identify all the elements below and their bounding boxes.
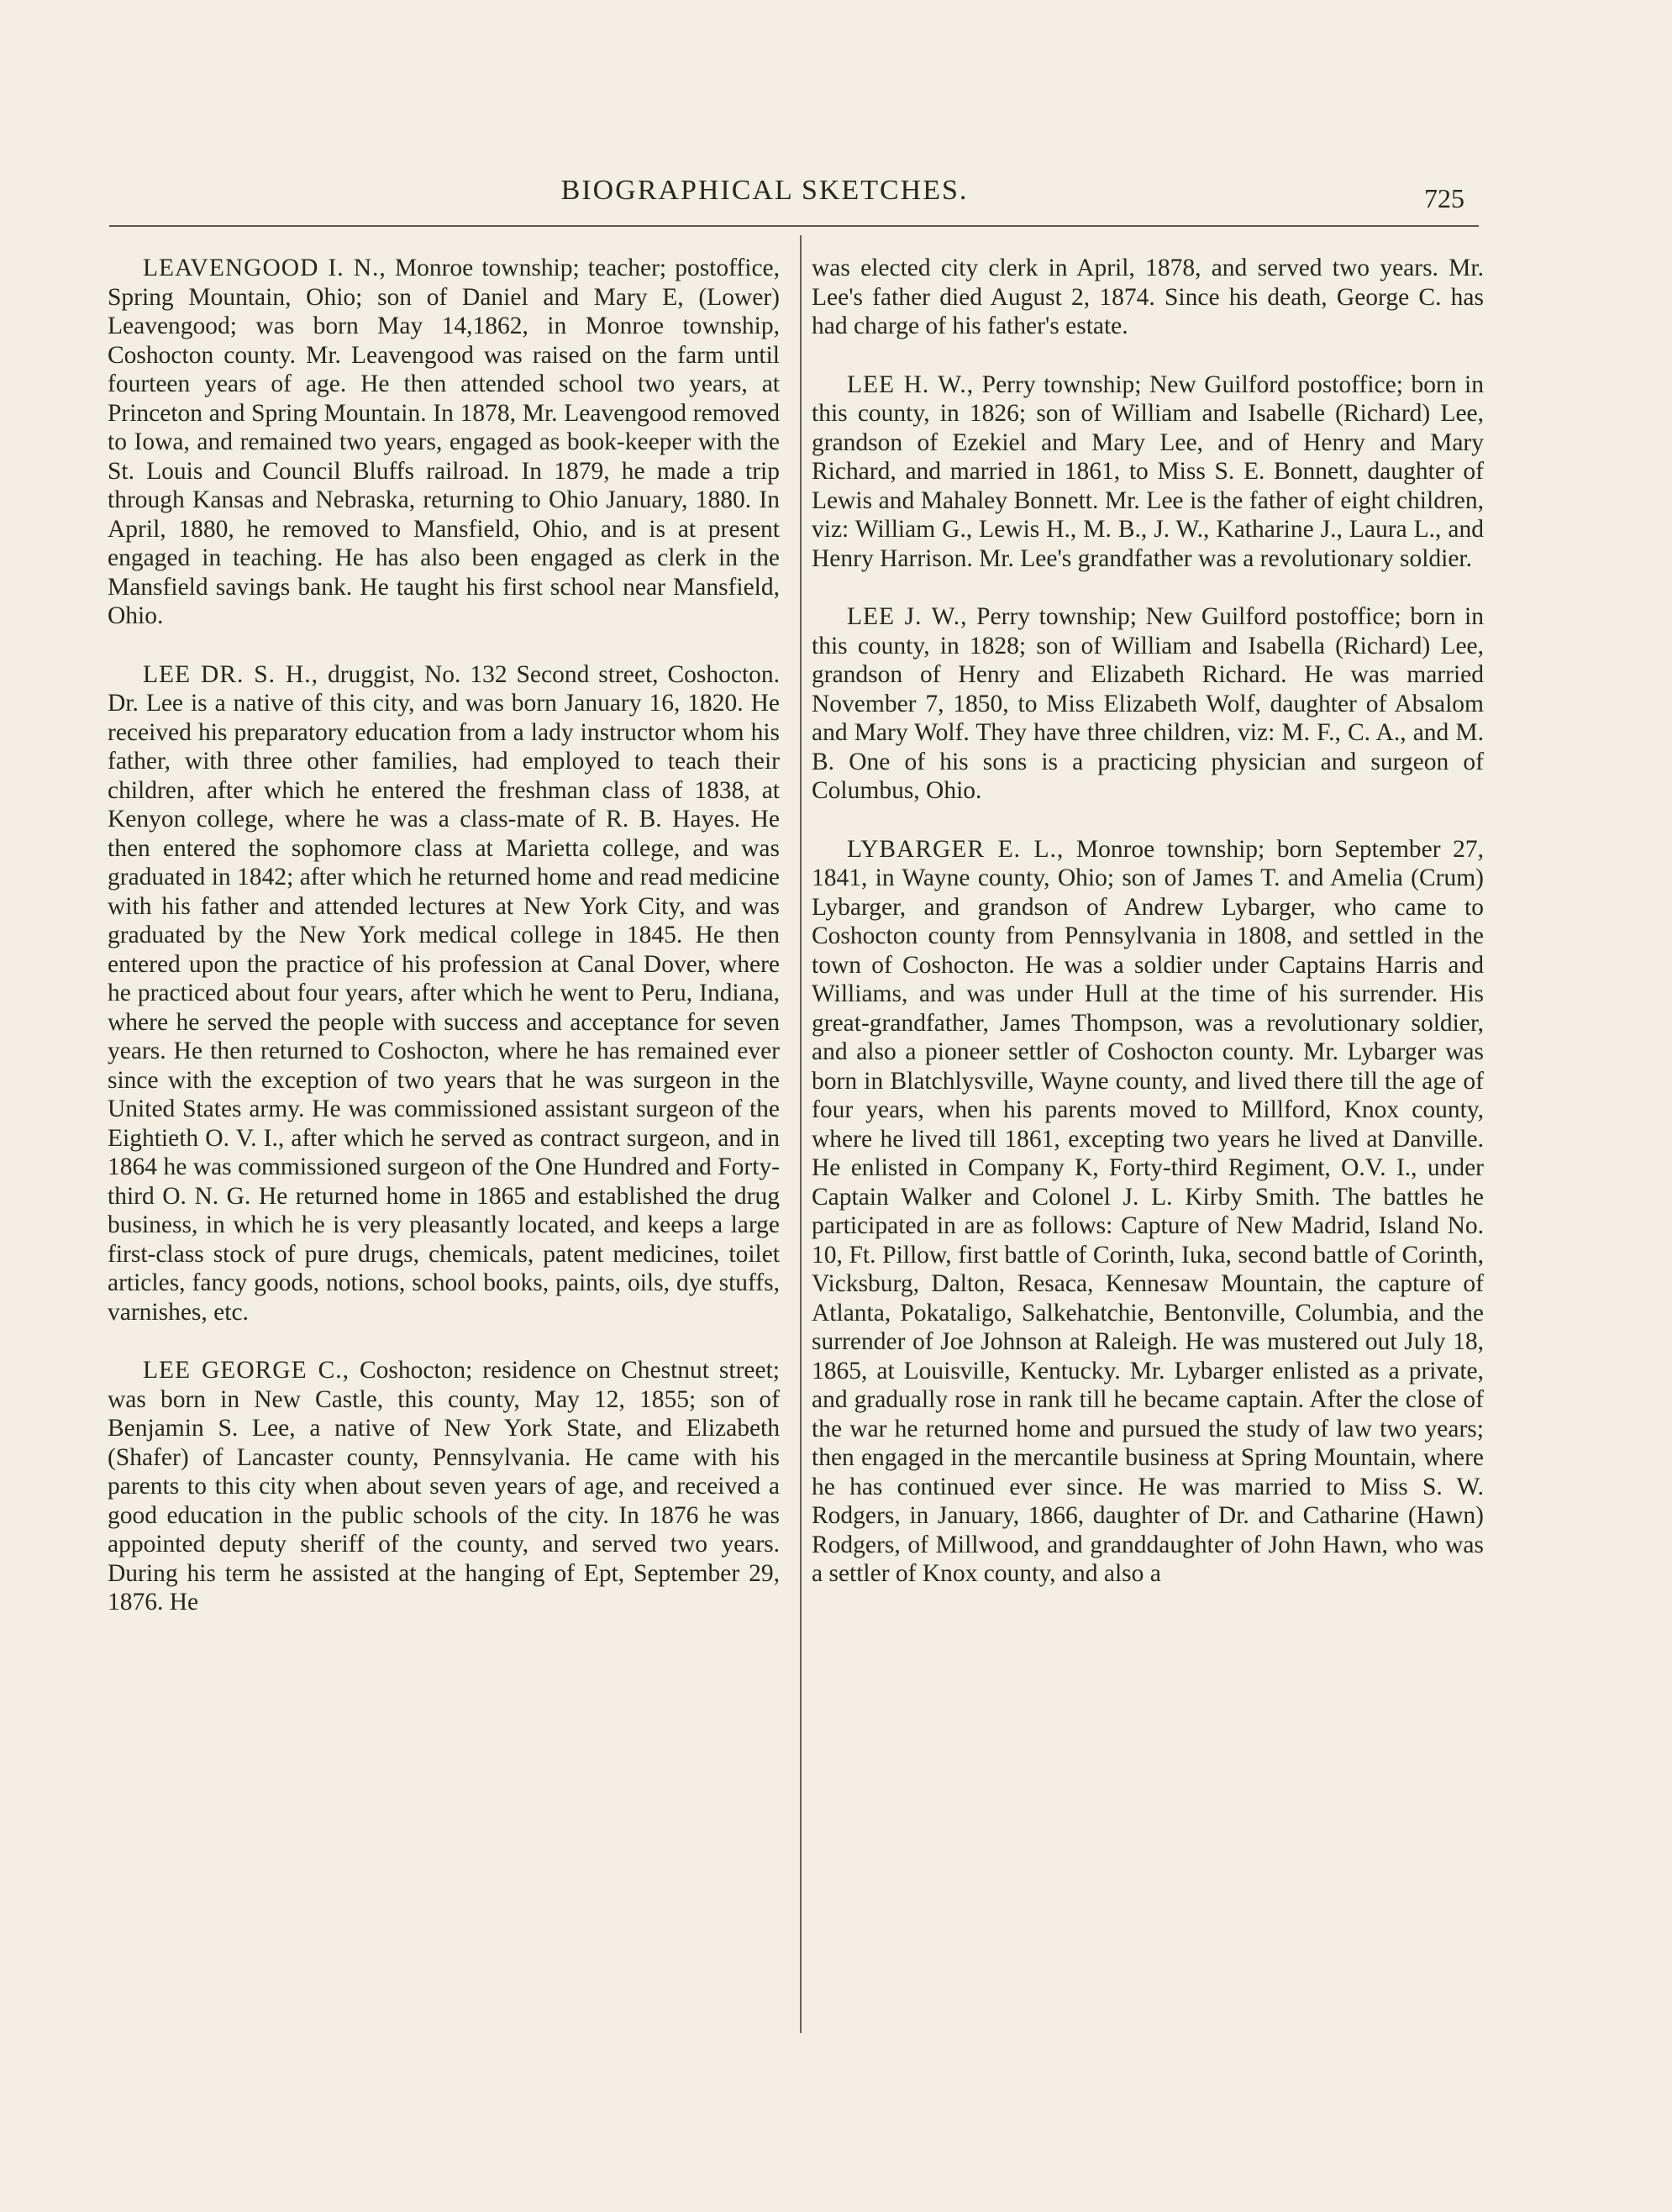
sketch-text: was elected city clerk in April, 1878, and served two years. Mr. Lee's father died August 2, 1874. Since his death, George C. has had charge of his father's estate. <box>812 255 1484 339</box>
sketch-lee-george-c-continued <box>812 254 1484 341</box>
sketch-name: LEE GEORGE C., <box>143 1357 350 1384</box>
sketch-lee-h-w <box>812 370 1484 574</box>
sketch-name: LEE J. W., <box>847 603 968 630</box>
sketch-lybarger-e-l <box>812 835 1484 1589</box>
sketch-text: Perry township; New Guilford postoffice; born in this county, in 1826; son of William and Isabelle (Richard) Lee, grandson of Ezekiel and Mary Lee, and of Henry and Mary Richard, and married in 1861, to Miss S. E. Bonnett, daughter of Lewis and Mahaley Bonnett. Mr. Lee is the father of eight children, viz: William G., Lewis H., M. B., J. W., Katharine J., Laura L., and Henry Harrison. Mr. Lee's grandfather was a revolutionary soldier. <box>812 370 1485 572</box>
sketch-lee-dr-s-h <box>108 660 780 1327</box>
sketch-text: druggist, No. 132 Second street, Coshocton. Dr. Lee is a native of this city, and was born January 16, 1820. He received his preparatory education from a lady instructor whom his father, with three other families, had employed to teach their children, after which he entered the freshman class of 1838, at Kenyon college, where he was a class-mate of R. B. Hayes. He then entered the sophomore class at Marietta college, and was graduated in 1842; after which he returned home and read medicine with his father and attended lectures at New York City, and was graduated by the New York medical college in 1845. He then entered upon the practice of his profession at Canal Dover, where he practiced about four years, after which he went to Peru, Indiana, where he served the people with success and acceptance for seven years. He then returned to Coshocton, where he has remained ever since with the exception of two years that he was surgeon in the United States army. He was commissioned assistant surgeon of the Eightieth O. V. I., after which he served as contract surgeon, and in 1864 he was commissioned surgeon of the One Hundred and Forty-third O. N. G. He returned home in 1865 and established the drug business, in which he is very pleasantly located, and keeps a large first-class stock of pure drugs, chemicals, patent medicines, toilet articles, fancy goods, notions, school books, paints, oils, dye stuffs, varnishes, etc. <box>108 660 781 1326</box>
sketch-text: Perry township; New Guilford postoffice; born in this county, in 1828; son of William and Isabella (Richard) Lee, grandson of Henry and Elizabeth Richard. He was married November 7, 1850, to Miss Elizabeth Wolf, daughter of Absalom and Mary Wolf. They have three children, viz: M. F., C. A., and M. B. One of his sons is a practicing physician and surgeon of Columbus, Ohio. <box>812 603 1484 804</box>
sketch-text: Coshocton; residence on Chestnut street; was born in New Castle, this county, May 12, 1855; son of Benjamin S. Lee, a native of New York State, and Elizabeth (Shafer) of Lancaster county, Pennsylvania. He came with his parents to this city when about seven years of age, and received a good education in the public schools of the city. In 1876 he was appointed deputy sheriff of the county, and served two years. During his term he assisted at the hanging of Ept, September 29, 1876. He <box>108 1357 780 1616</box>
sketch-name: LEAVENGOOD I. N., <box>143 255 386 281</box>
sketch-text: Monroe township; born September 27, 1841, in Wayne county, Ohio; son of James T. and Amelia (Crum) Lybarger, and grandson of Andrew Lybarger, who came to Coshocton county from Pennsylvania in 1808, and settled in the town of Coshocton. He was a soldier under Captains Harris and Williams, and was under Hull at the time of his surrender. His great-grandfather, James Thompson, was a revolutionary soldier, and also a pioneer settler of Coshocton county. Mr. Lybarger was born in Blatchlysville, Wayne county, and lived there till the age of four years, when his parents moved to Millford, Knox county, where he lived till 1861, excepting two years he lived at Danville. He enlisted in Company K, Forty-third Regiment, O.V. I., under Captain Walker and Colonel J. L. Kirby Smith. The battles he participated in are as follows: Capture of New Madrid, Island No. 10, Ft. Pillow, first battle of Corinth, Iuka, second battle of Corinth, Vicksburg, Dalton, Resaca, Kennesaw Mountain, the capture of Atlanta, Pokataligo, Salkehatchie, Bentonville, Columbia, and the surrender of Joe Johnson at Raleigh. He was mustered out July 18, 1865, at Louisville, Kentucky. Mr. Lybarger enlisted as a private, and gradually rose in rank till he became captain. After the close of the war he returned home and pursued the study of law two years; then engaged in the mercantile business at Spring Mountain, where he has continued ever since. He was married to Miss S. W. Rodgers, in January, 1866, daughter of Dr. and Catharine (Hawn) Rodgers, of Millwood, and granddaughter of John Hawn, who was a settler of Knox county, and also a <box>812 835 1484 1587</box>
sketch-name: LEE H. W., <box>847 370 975 398</box>
running-title: BIOGRAPHICAL SKETCHES. <box>560 175 969 206</box>
sketch-name: LYBARGER E. L., <box>847 835 1065 863</box>
right-column <box>812 254 1484 1618</box>
sketch-lee-j-w <box>812 602 1484 806</box>
sketch-leavengood <box>108 254 780 631</box>
sketch-text: Monroe township; teacher; postoffice, Spring Mountain, Ohio; son of Daniel and Mary E, (Lower) Leavengood; was born May 14,1862, in Monroe township, Coshocton county. Mr. Leavengood was raised on the farm until fourteen years of age. He then attended school two years, at Princeton and Spring Mountain. In 1878, Mr. Leavengood removed to Iowa, and remained two years, engaged as book-keeper with the St. Louis and Council Bluffs railroad. In 1879, he made a trip through Kansas and Nebraska, returning to Ohio January, 1880. In April, 1880, he removed to Mansfield, Ohio, and is at present engaged in teaching. He has also been engaged as clerk in the Mansfield savings bank. He taught his first school near Mansfield, Ohio. <box>108 255 781 629</box>
sketch-lee-george-c <box>108 1356 780 1617</box>
column-divider <box>800 235 802 2033</box>
header-rule <box>109 225 1479 227</box>
left-column <box>108 254 780 1647</box>
sketch-name: LEE DR. S. H., <box>143 660 319 688</box>
page-number: 725 <box>1424 183 1464 213</box>
